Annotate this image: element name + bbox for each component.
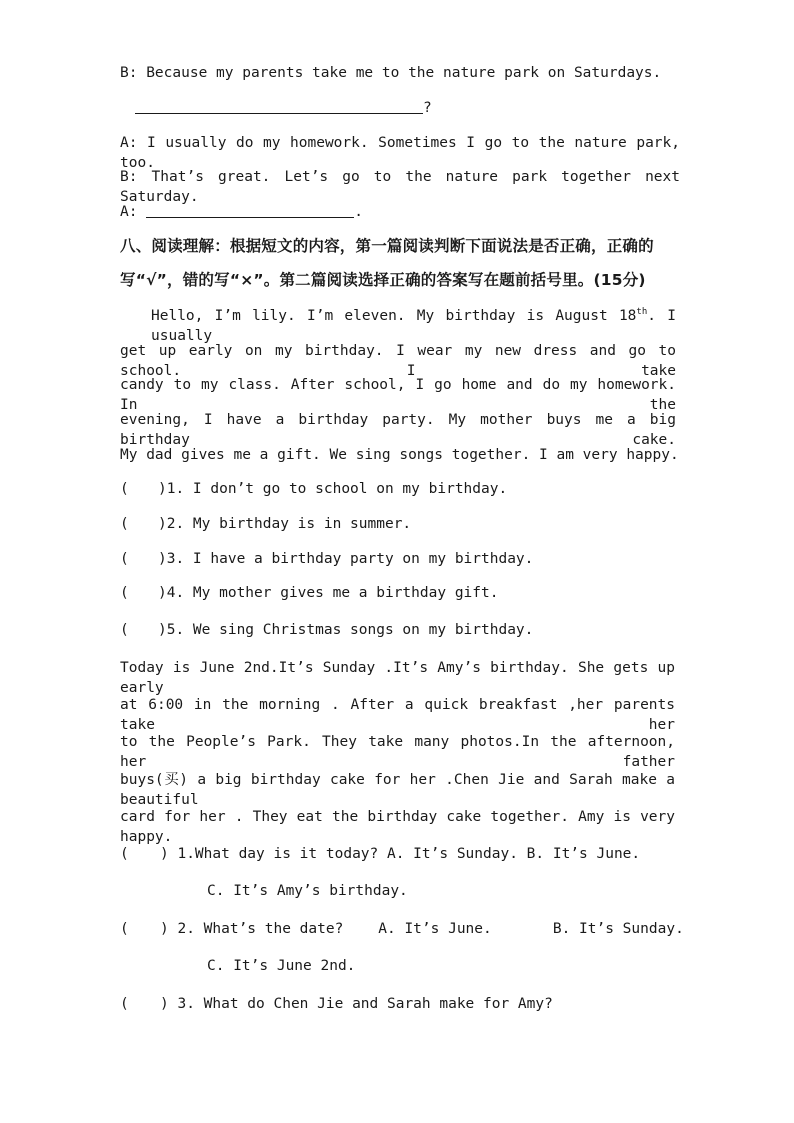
judge-item-text: 4. My mother gives me a birthday gift. [166,585,499,601]
passage2-line-3: to the People’s Park. They take many photos.In the afternoon, her father [120,734,675,770]
choice-question: 2. What’s the date? A. It’s June. B. It’s Sunday. [177,921,684,937]
judge-item-text: 2. My birthday is in summer. [166,516,412,532]
passage1-line-3: candy to my class. After school, I go home and do my homework. In the [120,377,676,413]
dialogue-line-3: A: I usually do my homework. Sometimes I go to the nature park, too. [120,135,680,171]
judge-item-text: 3. I have a birthday party on my birthday. [166,551,534,567]
judge-item: ( )4. My mother gives me a birthday gift. [120,585,499,601]
passage2-line-2: at 6:00 in the morning . After a quick breakfast ,her parents take her [120,697,675,733]
answer-paren[interactable]: ( [120,516,129,532]
answer-blank[interactable] [146,203,354,218]
passage2-line-4: buys(买) a big birthday cake for her .Chen Jie and Sarah make a beautiful [120,772,675,808]
passage1-line-1 [151,306,676,346]
choice-question: 1.What day is it today? A. It’s Sunday. B. It’s June. [177,846,641,862]
judge-item-text: 5. We sing Christmas songs on my birthday. [166,622,534,638]
passage1-line-2: get up early on my birthday. I wear my new dress and go to school. I take [120,343,676,379]
judge-item: ( )3. I have a birthday party on my birthday. [120,551,534,567]
dialogue-line-4: B: That’s great. Let’s go to the nature park together next Saturday. [120,169,680,205]
section-heading-line-2: 写“√”，错的写“×”。第二篇阅读选择正确的答案写在题前括号里。(15分) [120,271,646,289]
passage1-line-4: evening, I have a birthday party. My mother buys me a big birthday cake. [120,412,676,448]
answer-paren[interactable]: ( [120,585,129,601]
choice-item: ( ) 3. What do Chen Jie and Sarah make for Amy? [120,996,553,1012]
dialogue-line-5 [120,202,680,222]
judge-item: ( )5. We sing Christmas songs on my birthday. [120,622,534,638]
answer-paren[interactable]: ( [120,551,129,567]
answer-paren[interactable]: ( [120,996,129,1012]
passage1-text: Hello, I’m lily. I’m eleven. My birthday is August 18 [151,308,637,324]
ordinal-suffix: th [636,307,648,318]
choice-item: ( ) 1.What day is it today? A. It’s Sunday. B. It’s June. [120,846,641,862]
answer-paren[interactable]: ( [120,921,129,937]
answer-paren[interactable]: ( [120,846,129,862]
choice-option-c: C. It’s June 2nd. [207,958,356,974]
passage1-line-5: My dad gives me a gift. We sing songs together. I am very happy. [120,447,679,463]
speaker-label: A: [120,204,138,220]
passage1-text: . I usually [151,308,676,344]
dialogue-line-1: B: Because my parents take me to the nature park on Saturdays. [120,65,662,81]
passage2-line-5: card for her . They eat the birthday cake together. Amy is very happy. [120,809,675,845]
choice-question: 3. What do Chen Jie and Sarah make for Amy? [177,996,553,1012]
answer-blank[interactable] [135,99,423,114]
judge-item: ( )1. I don’t go to school on my birthday. [120,481,508,497]
answer-paren[interactable]: ( [120,481,129,497]
dialogue-line-2 [135,98,695,118]
choice-item: ( ) 2. What’s the date? A. It’s June. B. It’s Sunday. [120,921,684,937]
passage2-line-1: Today is June 2nd.It’s Sunday .It’s Amy’s birthday. She gets up early [120,660,675,696]
period: . [354,204,363,220]
judge-item: ( )2. My birthday is in summer. [120,516,412,532]
judge-item-text: 1. I don’t go to school on my birthday. [166,481,508,497]
question-mark: ? [423,100,432,116]
answer-paren[interactable]: ( [120,622,129,638]
choice-option-c: C. It’s Amy’s birthday. [207,883,408,899]
section-heading-line-1: 八、阅读理解：根据短文的内容，第一篇阅读判断下面说法是否正确，正确的 [120,237,654,255]
